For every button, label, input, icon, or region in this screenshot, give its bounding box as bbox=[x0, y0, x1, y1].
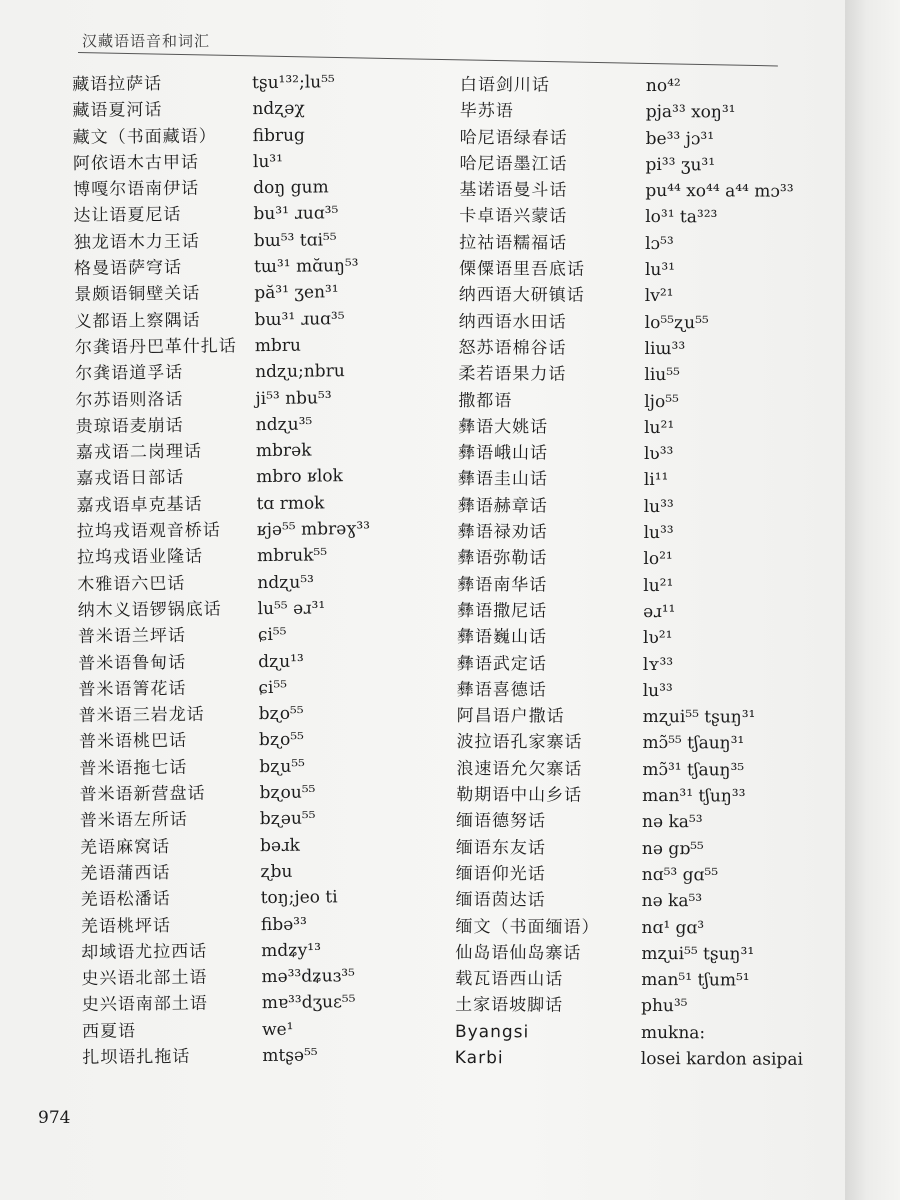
entry-row bbox=[77, 569, 371, 598]
entry-row bbox=[456, 782, 804, 810]
word-form: man³¹ tʃuŋ³³ bbox=[642, 785, 746, 807]
word-form: lo²¹ bbox=[643, 549, 673, 570]
entry-row bbox=[82, 989, 376, 1018]
word-form: nɑ¹ gɑ³ bbox=[641, 917, 705, 938]
dialect-name: 柔若语果力话 bbox=[458, 364, 567, 385]
dialect-name: 普米语新营盘话 bbox=[79, 783, 206, 805]
word-form: mɔ̃³¹ tʃauŋ³⁵ bbox=[642, 759, 745, 781]
dialect-name: 白语剑川话 bbox=[459, 74, 550, 96]
word-form: ɕi⁵⁵ bbox=[257, 625, 287, 646]
entry-row bbox=[456, 861, 804, 889]
word-form: ndʐu³⁵ bbox=[255, 414, 313, 435]
dialect-name: 木雅语六巴话 bbox=[77, 573, 186, 595]
entry-row bbox=[456, 729, 804, 757]
entry-row bbox=[79, 779, 373, 808]
word-form: man⁵¹ tʃum⁵¹ bbox=[641, 970, 750, 991]
dialect-name: 拉坞戎语观音桥话 bbox=[76, 520, 221, 543]
dialect-name: 纳木义语锣锅底话 bbox=[77, 599, 222, 621]
word-form: ndʐəχ bbox=[252, 98, 305, 120]
dialect-name: 羌语桃坪话 bbox=[80, 915, 172, 937]
dialect-name: 勒期语中山乡话 bbox=[456, 785, 583, 806]
word-form: li¹¹ bbox=[643, 470, 669, 491]
entry-row bbox=[79, 753, 373, 782]
dialect-name: 彝语巍山话 bbox=[456, 627, 548, 648]
dialect-name: 彝语武定话 bbox=[456, 653, 547, 674]
word-form: tɯ³¹ mɑ̆uŋ⁵³ bbox=[253, 256, 359, 278]
dialect-name: 缅语德努话 bbox=[456, 811, 547, 832]
word-form: lʋ²¹ bbox=[642, 628, 673, 649]
entry-row bbox=[80, 858, 374, 887]
entry-row bbox=[80, 805, 374, 834]
word-form: mʐui⁵⁵ tʂuŋ³¹ bbox=[641, 943, 755, 965]
dialect-name: 藏语拉萨话 bbox=[72, 74, 163, 95]
word-form: pu⁴⁴ xo⁴⁴ a⁴⁴ mɔ³³ bbox=[645, 181, 794, 202]
entry-row bbox=[457, 703, 805, 731]
dialect-name: 西夏语 bbox=[81, 1021, 137, 1042]
word-form: mbruk⁵⁵ bbox=[256, 545, 328, 567]
dialect-name: 彝语大姚话 bbox=[458, 416, 549, 438]
word-form: liu⁵⁵ bbox=[644, 365, 680, 386]
dialect-name: 哈尼语绿春话 bbox=[459, 127, 568, 149]
dialect-name: Karbi bbox=[454, 1047, 504, 1069]
entry-row bbox=[76, 463, 370, 492]
entry-row bbox=[455, 1019, 803, 1047]
entry-row bbox=[76, 490, 370, 519]
dialect-name: 嘉戎语二岗理话 bbox=[75, 441, 203, 464]
word-form: pja³³ xoŋ³¹ bbox=[645, 102, 736, 123]
entry-row bbox=[76, 437, 370, 466]
dialect-name: 缅语东友话 bbox=[455, 837, 546, 859]
dialect-name: 撒都语 bbox=[458, 390, 513, 411]
dialect-name: 嘉戎语日部话 bbox=[76, 468, 185, 490]
entry-row bbox=[75, 358, 369, 387]
dialect-name: 彝语禄劝话 bbox=[457, 522, 548, 543]
entry-row bbox=[455, 913, 803, 941]
entry-row bbox=[78, 647, 372, 676]
dialect-name: 普米语三岩龙话 bbox=[78, 704, 205, 727]
entry-row bbox=[81, 884, 375, 913]
word-form: mʐui⁵⁵ tʂuŋ³¹ bbox=[642, 707, 756, 728]
word-form: mbrək bbox=[255, 440, 312, 462]
entry-row bbox=[459, 151, 807, 179]
word-form: lu³¹ bbox=[252, 151, 284, 173]
dialect-name: 普米语兰坪话 bbox=[77, 626, 187, 648]
dialect-name: 景颇语铜壁关话 bbox=[74, 284, 201, 306]
dialect-name: 彝语南华话 bbox=[457, 574, 548, 596]
word-form: bəɹk bbox=[260, 835, 300, 856]
entry-row bbox=[457, 677, 805, 705]
dialect-name: 载瓦语西山话 bbox=[455, 969, 564, 990]
entry-row bbox=[457, 651, 805, 679]
word-form: losei kardon asipai bbox=[640, 1048, 803, 1070]
entry-row bbox=[77, 516, 371, 545]
entry-row bbox=[458, 335, 806, 363]
dialect-name: 博嘎尔语南伊话 bbox=[73, 178, 200, 201]
word-form: ji⁵³ nbu⁵³ bbox=[255, 387, 332, 409]
word-form: mbro ʁlok bbox=[256, 466, 343, 488]
dialect-name: 毕苏语 bbox=[459, 101, 514, 122]
entry-row bbox=[79, 700, 373, 729]
entry-row bbox=[455, 940, 803, 968]
page-edge bbox=[845, 0, 900, 1200]
dialect-name: 却域语尤拉西话 bbox=[81, 941, 208, 963]
dialect-name: 缅语茵达话 bbox=[455, 890, 546, 911]
dialect-name: 史兴语南部土语 bbox=[81, 994, 208, 1016]
word-form: bɯ³¹ ɹuɑ³⁵ bbox=[254, 308, 345, 330]
dialect-name: 贵琼语麦崩话 bbox=[75, 415, 184, 437]
word-form: bɯ⁵³ tɑi⁵⁵ bbox=[253, 230, 337, 251]
dialect-name: 羌语麻窝话 bbox=[80, 836, 171, 858]
entry-row bbox=[457, 624, 805, 652]
dialect-name: 彝语弥勒话 bbox=[457, 548, 548, 569]
word-form: lu⁵⁵ əɹ³¹ bbox=[257, 598, 326, 620]
word-form: lu³¹ bbox=[644, 260, 676, 281]
dialect-name: 波拉语孔家寨话 bbox=[456, 732, 583, 754]
dialect-name: 格曼语萨穹话 bbox=[73, 257, 183, 280]
entry-row bbox=[459, 230, 807, 258]
word-form: bʐo⁵⁵ bbox=[258, 703, 304, 725]
word-form: ndʐu⁵³ bbox=[257, 572, 315, 593]
entry-row bbox=[74, 306, 368, 335]
word-form: dʐu¹³ bbox=[258, 651, 304, 672]
entry-row bbox=[75, 384, 369, 413]
header-rule bbox=[78, 52, 778, 66]
entry-row bbox=[455, 966, 803, 994]
word-form: mukna: bbox=[640, 1022, 706, 1043]
entry-row bbox=[459, 177, 807, 205]
dialect-name: 彝语峨山话 bbox=[457, 443, 549, 464]
left-column bbox=[72, 69, 376, 1071]
entry-row bbox=[460, 125, 808, 153]
dialect-name: Byangsi bbox=[454, 1021, 530, 1043]
word-form: nə ka⁵³ bbox=[641, 891, 703, 912]
dialect-name: 纳西语水田话 bbox=[458, 311, 567, 333]
entry-row bbox=[73, 122, 367, 151]
word-form: lʏ³³ bbox=[642, 654, 674, 675]
word-form: bu³¹ ɹuɑ³⁵ bbox=[253, 203, 339, 225]
dialect-name: 仙岛语仙岛寨话 bbox=[455, 942, 582, 964]
entry-row bbox=[73, 148, 367, 177]
dialect-name: 普米语箐花话 bbox=[78, 678, 187, 700]
entry-row bbox=[458, 493, 806, 521]
dialect-name: 藏语夏河话 bbox=[72, 100, 163, 122]
entry-row bbox=[78, 674, 372, 703]
word-form: nə gɒ⁵⁵ bbox=[641, 838, 704, 859]
entry-row bbox=[75, 332, 369, 361]
entry-row bbox=[74, 227, 368, 256]
dialect-name: 土家语坡脚话 bbox=[455, 995, 564, 1016]
dialect-name: 哈尼语墨江话 bbox=[459, 153, 568, 175]
dialect-name: 卡卓语兴蒙话 bbox=[459, 206, 568, 228]
dialect-name: 扎坝语扎拖话 bbox=[82, 1046, 191, 1068]
entry-row bbox=[455, 992, 803, 1020]
dialect-name: 尔龚语丹巴革什扎话 bbox=[74, 336, 237, 358]
dialect-name: 藏文（书面藏语） bbox=[72, 126, 217, 148]
entry-row bbox=[81, 963, 375, 992]
entry-row bbox=[459, 282, 807, 310]
dialect-name: 达让语夏尼话 bbox=[73, 205, 182, 227]
word-form: tʂu¹³²;lu⁵⁵ bbox=[252, 72, 335, 94]
dialect-name: 缅文（书面缅语） bbox=[455, 916, 600, 938]
entry-row bbox=[457, 598, 805, 626]
dialect-name: 独龙语木力王话 bbox=[73, 231, 200, 253]
dialect-name: 彝语圭山话 bbox=[457, 469, 548, 490]
word-form: lɔ⁵³ bbox=[645, 233, 674, 254]
dialect-name: 阿昌语户撒话 bbox=[456, 706, 565, 727]
entry-row bbox=[460, 98, 808, 126]
entry-row bbox=[73, 200, 367, 229]
word-form: lu³³ bbox=[643, 523, 674, 544]
dialect-name: 史兴语北部土语 bbox=[81, 967, 208, 990]
entry-row bbox=[457, 545, 805, 573]
entry-row bbox=[458, 414, 806, 442]
word-form: bʐou⁵⁵ bbox=[259, 782, 316, 804]
word-form: mɔ̃⁵⁵ tʃauŋ³¹ bbox=[642, 733, 745, 754]
word-form: phu³⁵ bbox=[641, 996, 688, 1017]
entry-row bbox=[456, 756, 804, 784]
word-form: ljo⁵⁵ bbox=[644, 391, 679, 412]
dialect-name: 义都语上察隅话 bbox=[74, 310, 201, 332]
entry-row bbox=[456, 835, 804, 863]
entry-row bbox=[79, 726, 373, 755]
word-form: bʐu⁵⁵ bbox=[259, 756, 306, 777]
entry-row bbox=[456, 808, 804, 836]
dialect-name: 尔龚语道孚话 bbox=[75, 363, 184, 385]
entry-row bbox=[76, 411, 370, 440]
word-form: bʐəu⁵⁵ bbox=[259, 808, 316, 830]
dialect-name: 普米语鲁甸话 bbox=[78, 652, 187, 674]
entry-row bbox=[458, 388, 806, 416]
right-column bbox=[455, 72, 808, 1073]
entry-row bbox=[82, 1042, 376, 1071]
word-form: lo⁵⁵ʐu⁵⁵ bbox=[644, 312, 709, 333]
entry-row bbox=[458, 519, 806, 547]
word-form: lu³³ bbox=[643, 496, 674, 517]
word-form: lu²¹ bbox=[644, 417, 675, 438]
entry-row bbox=[458, 361, 806, 389]
dialect-name: 普米语左所话 bbox=[79, 810, 188, 832]
running-header: 汉藏语语音和词汇 bbox=[82, 32, 211, 50]
page-number: 974 bbox=[38, 1108, 71, 1128]
entry-row bbox=[77, 542, 371, 571]
dialect-name: 缅语仰光话 bbox=[455, 863, 546, 885]
dialect-name: 羌语蒲西话 bbox=[80, 862, 171, 884]
word-form: mdʑy¹³ bbox=[261, 940, 322, 961]
entry-row bbox=[72, 69, 366, 98]
dialect-name: 尔苏语则洛话 bbox=[75, 389, 184, 411]
entry-row bbox=[458, 440, 806, 468]
word-form: mtʂə⁵⁵ bbox=[262, 1045, 318, 1067]
entry-row bbox=[73, 174, 367, 203]
entry-row bbox=[78, 621, 372, 650]
dialect-name: 嘉戎语卓克基话 bbox=[76, 494, 203, 516]
entry-row bbox=[459, 256, 807, 284]
word-form: nɑ⁵³ gɑ⁵⁵ bbox=[641, 864, 719, 886]
dialect-name: 基诺语曼斗话 bbox=[459, 180, 568, 201]
dialect-name: 拉坞戎语业隆话 bbox=[76, 546, 204, 569]
entry-row bbox=[74, 253, 368, 282]
dialect-name: 怒苏语棉谷话 bbox=[458, 337, 567, 359]
word-form: doŋ gum bbox=[253, 177, 329, 199]
word-form: toŋ;jeo ti bbox=[260, 887, 338, 909]
entry-row bbox=[459, 203, 807, 231]
word-form: mə³³dʑuɜ³⁵ bbox=[261, 966, 356, 988]
dialect-name: 浪速语允欠寨话 bbox=[456, 758, 583, 780]
entry-row bbox=[82, 1016, 376, 1045]
word-form: ʐbu bbox=[260, 861, 293, 882]
word-form: bʐo⁵⁵ bbox=[258, 730, 305, 751]
word-form: liɯ³³ bbox=[644, 338, 686, 360]
word-form: ndʐu;nbru bbox=[255, 361, 345, 383]
word-form: lu²¹ bbox=[643, 575, 674, 596]
dialect-name: 普米语桃巴话 bbox=[78, 731, 188, 753]
word-form: pi³³ ʒu³¹ bbox=[645, 154, 716, 176]
entry-row bbox=[457, 572, 805, 600]
word-form: we¹ bbox=[261, 1019, 294, 1040]
dialect-name: 阿依语木古甲话 bbox=[72, 152, 200, 174]
dialect-name: 纳西语大研镇话 bbox=[458, 285, 585, 307]
word-form: lv²¹ bbox=[644, 286, 674, 307]
word-form: ɕi⁵⁵ bbox=[258, 677, 288, 698]
entry-row bbox=[80, 831, 374, 860]
word-form: mɐ³³dʒuɛ⁵⁵ bbox=[261, 992, 356, 1014]
word-form: fibə³³ bbox=[260, 914, 307, 935]
entry-row bbox=[81, 937, 375, 966]
entry-row bbox=[455, 1045, 803, 1073]
entry-row bbox=[78, 595, 372, 624]
word-form: ʁjə⁵⁵ mbrəɣ³³ bbox=[256, 518, 371, 541]
word-form: fibrug bbox=[252, 125, 305, 146]
word-form: lu³³ bbox=[642, 680, 673, 701]
dialect-name: 彝语赫章话 bbox=[457, 495, 548, 517]
dialect-name: 拉祜语糯福话 bbox=[459, 232, 568, 254]
dialect-name: 傈僳语里吾底话 bbox=[458, 259, 586, 280]
entry-row bbox=[458, 466, 806, 494]
word-form: tɑ rmok bbox=[256, 493, 325, 514]
word-form: no⁴² bbox=[645, 75, 681, 97]
entry-row bbox=[74, 279, 368, 308]
word-form: pă³¹ ʒen³¹ bbox=[254, 282, 339, 304]
entry-row bbox=[81, 910, 375, 939]
entry-row bbox=[460, 72, 808, 100]
dialect-name: 普米语拖七话 bbox=[79, 757, 188, 779]
dialect-name: 羌语松潘话 bbox=[80, 889, 171, 911]
dialect-name: 彝语撒尼话 bbox=[457, 600, 548, 622]
dialect-name: 彝语喜德话 bbox=[456, 679, 547, 701]
word-form: lo³¹ ta³²³ bbox=[645, 207, 718, 228]
word-form: nə ka⁵³ bbox=[642, 812, 703, 833]
word-form: be³³ jɔ³¹ bbox=[645, 128, 715, 149]
entry-row bbox=[459, 309, 807, 337]
word-form: əɹ¹¹ bbox=[643, 601, 676, 623]
entry-row bbox=[456, 887, 804, 915]
word-form: mbru bbox=[254, 335, 302, 357]
word-form: lʋ³³ bbox=[643, 444, 674, 465]
entry-row bbox=[72, 95, 366, 124]
